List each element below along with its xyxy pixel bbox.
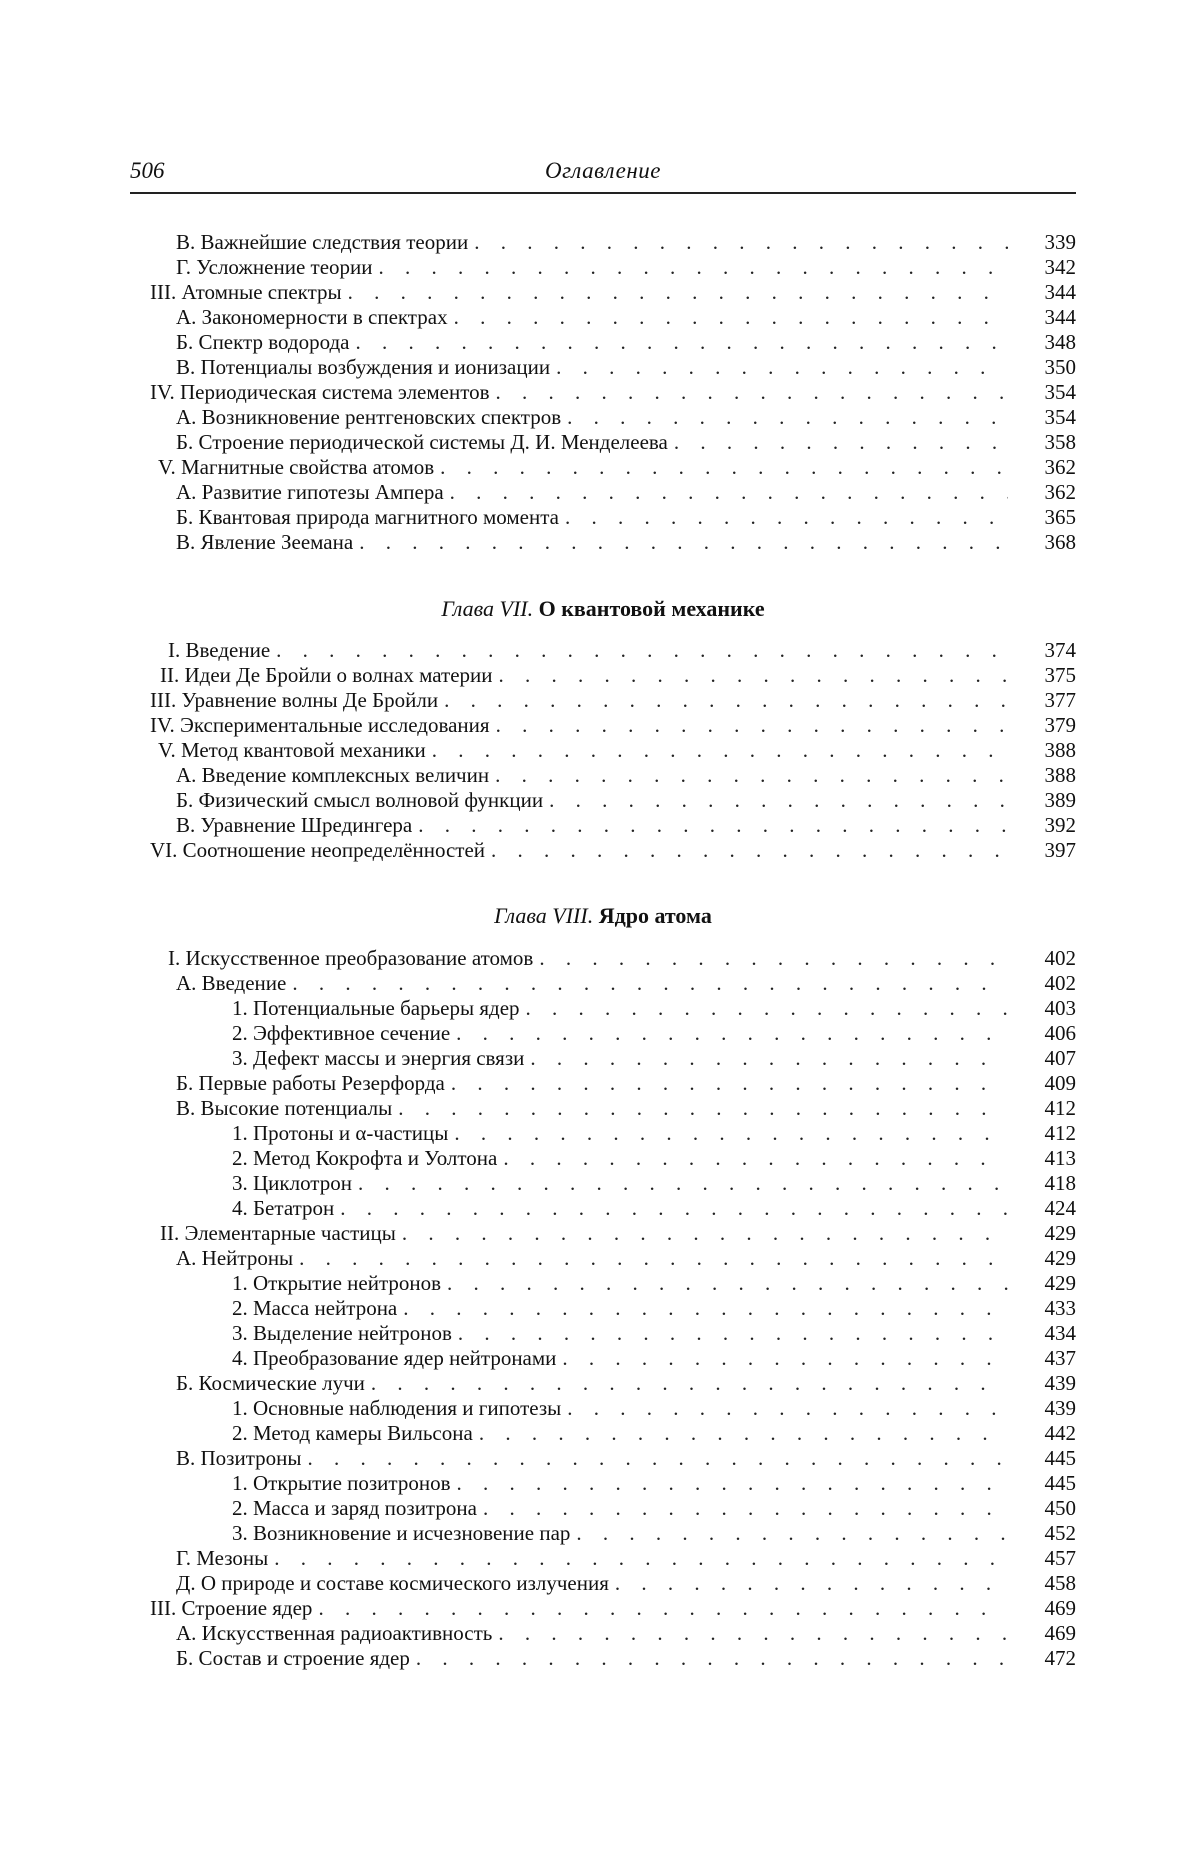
toc-entry-label: 4. Преобразование ядер нейтронами bbox=[232, 1346, 557, 1370]
toc-entry-label: 2. Эффективное сечение bbox=[232, 1021, 451, 1045]
toc-entry-page: 439 bbox=[1044, 1371, 1076, 1395]
toc-entry-label: Б. Состав и строение ядер bbox=[176, 1646, 410, 1670]
toc-entry-page: 365 bbox=[1044, 505, 1076, 529]
toc-entry-page: 342 bbox=[1044, 255, 1076, 279]
toc-entry bbox=[130, 305, 1076, 330]
toc-entry-page: 368 bbox=[1044, 530, 1076, 554]
toc-entry bbox=[130, 1096, 1076, 1121]
toc-entry-label: 3. Циклотрон bbox=[232, 1171, 352, 1195]
toc-entry bbox=[130, 280, 1076, 305]
toc-entry-label: 2. Масса нейтрона bbox=[232, 1296, 398, 1320]
toc-entry-label: II. Элементарные частицы bbox=[160, 1221, 396, 1245]
toc-entry-label: Б. Физический смысл волновой функции bbox=[176, 788, 544, 812]
toc-entry bbox=[130, 996, 1076, 1021]
toc-entry-page: 434 bbox=[1044, 1321, 1076, 1345]
toc-entry-page: 354 bbox=[1044, 380, 1076, 404]
chapter-prefix: Глава VII. bbox=[441, 596, 534, 621]
dot-leader bbox=[576, 1521, 1008, 1546]
toc-entry-label: В. Позитроны bbox=[176, 1446, 302, 1470]
toc-entry-label: VI. Соотношение неопределённостей bbox=[150, 838, 486, 862]
toc-entry bbox=[130, 1446, 1076, 1471]
toc-entry bbox=[130, 1396, 1076, 1421]
dot-leader bbox=[526, 996, 1008, 1021]
toc-entry bbox=[130, 763, 1076, 788]
dot-leader bbox=[556, 355, 1008, 380]
toc-entry-label: 2. Масса и заряд позитрона bbox=[232, 1496, 477, 1520]
toc-entry-page: 402 bbox=[1044, 946, 1076, 970]
toc-entry bbox=[130, 430, 1076, 455]
dot-leader bbox=[348, 280, 1008, 305]
dot-leader bbox=[359, 530, 1008, 555]
dot-leader bbox=[458, 1321, 1008, 1346]
toc-entry bbox=[130, 1371, 1076, 1396]
toc-entry bbox=[130, 1221, 1076, 1246]
toc-entry-page: 406 bbox=[1044, 1021, 1076, 1045]
toc-entry-label: II. Идеи Де Бройли о волнах материи bbox=[160, 663, 493, 687]
dot-leader bbox=[498, 1621, 1008, 1646]
toc-entry-page: 445 bbox=[1044, 1446, 1076, 1470]
toc-entry-label: В. Важнейшие следствия теории bbox=[176, 230, 469, 254]
toc-entry-label: Б. Спектр водорода bbox=[176, 330, 350, 354]
dot-leader bbox=[539, 946, 1008, 971]
toc-entry bbox=[130, 663, 1076, 688]
header-rule bbox=[130, 192, 1076, 194]
dot-leader bbox=[432, 738, 1008, 763]
toc-entry-page: 409 bbox=[1044, 1071, 1076, 1095]
toc-entry bbox=[130, 1546, 1076, 1571]
toc-entry-label: А. Развитие гипотезы Ампера bbox=[176, 480, 444, 504]
toc-entry-page: 407 bbox=[1044, 1046, 1076, 1070]
toc-entry-label: В. Явление Зеемана bbox=[176, 530, 354, 554]
toc-entry bbox=[130, 1421, 1076, 1446]
toc-entry bbox=[130, 1621, 1076, 1646]
dot-leader bbox=[615, 1571, 1008, 1596]
toc-entry-page: 362 bbox=[1044, 480, 1076, 504]
toc-entry bbox=[130, 1146, 1076, 1171]
chapter-heading-8 bbox=[130, 903, 1076, 929]
dot-leader bbox=[495, 763, 1008, 788]
toc-entry-label: I. Введение bbox=[168, 638, 271, 662]
toc-entry-page: 377 bbox=[1044, 688, 1076, 712]
dot-leader bbox=[340, 1196, 1008, 1221]
toc-entry bbox=[130, 1646, 1076, 1671]
toc-section-chapter6-continued bbox=[130, 230, 1076, 555]
toc-entry-label: А. Нейтроны bbox=[176, 1246, 294, 1270]
toc-entry bbox=[130, 1471, 1076, 1496]
chapter-prefix: Глава VIII. bbox=[494, 903, 594, 928]
chapter-heading-7 bbox=[130, 596, 1076, 622]
toc-entry-label: 3. Возникновение и исчезновение пар bbox=[232, 1521, 571, 1545]
toc-entry-page: 403 bbox=[1044, 996, 1076, 1020]
toc-entry bbox=[130, 688, 1076, 713]
dot-leader bbox=[292, 971, 1008, 996]
toc-entry-label: 3. Выделение нейтронов bbox=[232, 1321, 452, 1345]
toc-entry bbox=[130, 1171, 1076, 1196]
dot-leader bbox=[496, 380, 1008, 405]
toc-entry-page: 437 bbox=[1044, 1346, 1076, 1370]
toc-entry bbox=[130, 1346, 1076, 1371]
toc-entry-page: 469 bbox=[1044, 1596, 1076, 1620]
dot-leader bbox=[567, 405, 1008, 430]
dot-leader bbox=[491, 838, 1008, 863]
toc-entry-page: 445 bbox=[1044, 1471, 1076, 1495]
toc-entry bbox=[130, 480, 1076, 505]
toc-entry-page: 379 bbox=[1044, 713, 1076, 737]
dot-leader bbox=[416, 1646, 1008, 1671]
toc-entry bbox=[130, 838, 1076, 863]
toc-entry bbox=[130, 1121, 1076, 1146]
toc-entry bbox=[130, 946, 1076, 971]
toc-entry-page: 375 bbox=[1044, 663, 1076, 687]
toc-entry-label: 1. Протоны и α-частицы bbox=[232, 1121, 449, 1145]
toc-entry-page: 433 bbox=[1044, 1296, 1076, 1320]
toc-entry bbox=[130, 813, 1076, 838]
toc-entry-page: 450 bbox=[1044, 1496, 1076, 1520]
toc-entry bbox=[130, 638, 1076, 663]
toc-entry-label: III. Атомные спектры bbox=[150, 280, 342, 304]
toc-entry bbox=[130, 355, 1076, 380]
toc-entry-label: Б. Квантовая природа магнитного момента bbox=[176, 505, 559, 529]
toc-entry-page: 397 bbox=[1044, 838, 1076, 862]
toc-entry-page: 350 bbox=[1044, 355, 1076, 379]
toc-entry-label: III. Строение ядер bbox=[150, 1596, 313, 1620]
dot-leader bbox=[308, 1446, 1009, 1471]
toc-entry bbox=[130, 1496, 1076, 1521]
toc-entry-label: 1. Основные наблюдения и гипотезы bbox=[232, 1396, 562, 1420]
toc-entry bbox=[130, 230, 1076, 255]
dot-leader bbox=[567, 1396, 1008, 1421]
chapter-title: О квантовой механике bbox=[538, 596, 765, 621]
toc-entry bbox=[130, 1271, 1076, 1296]
running-title: Оглавление bbox=[544, 158, 661, 183]
dot-leader bbox=[402, 1221, 1008, 1246]
toc-entry-page: 457 bbox=[1044, 1546, 1076, 1570]
toc-entry-label: 1. Открытие нейтронов bbox=[232, 1271, 442, 1295]
toc-entry-page: 389 bbox=[1044, 788, 1076, 812]
dot-leader bbox=[454, 305, 1008, 330]
dot-leader bbox=[450, 480, 1008, 505]
toc-entry-label: Б. Первые работы Резерфорда bbox=[176, 1071, 445, 1095]
toc-entry bbox=[130, 330, 1076, 355]
toc-entry bbox=[130, 1021, 1076, 1046]
toc-entry-page: 429 bbox=[1044, 1221, 1076, 1245]
dot-leader bbox=[456, 1021, 1008, 1046]
toc-entry-label: Д. О природе и составе космического излучения bbox=[176, 1571, 609, 1595]
toc-entry bbox=[130, 380, 1076, 405]
toc-entry-label: 3. Дефект массы и энергия связи bbox=[232, 1046, 525, 1070]
toc-entry-label: Б. Строение периодической системы Д. И. Менделеева bbox=[176, 430, 668, 454]
dot-leader bbox=[276, 638, 1008, 663]
toc-entry-page: 388 bbox=[1044, 763, 1076, 787]
toc-entry-label: IV. Экспериментальные исследования bbox=[150, 713, 490, 737]
toc-entry-page: 354 bbox=[1044, 405, 1076, 429]
toc-entry-label: 2. Метод Кокрофта и Уолтона bbox=[232, 1146, 498, 1170]
toc-entry-page: 339 bbox=[1044, 230, 1076, 254]
dot-leader bbox=[440, 455, 1008, 480]
dot-leader bbox=[457, 1471, 1008, 1496]
toc-entry bbox=[130, 505, 1076, 530]
toc-entry-page: 413 bbox=[1044, 1146, 1076, 1170]
toc-entry bbox=[130, 255, 1076, 280]
dot-leader bbox=[451, 1071, 1008, 1096]
toc-entry-label: В. Потенциалы возбуждения и ионизации bbox=[176, 355, 551, 379]
toc-entry-page: 362 bbox=[1044, 455, 1076, 479]
toc-section-chapter7 bbox=[130, 638, 1076, 863]
toc-entry-label: 1. Открытие позитронов bbox=[232, 1471, 451, 1495]
toc-entry bbox=[130, 1321, 1076, 1346]
toc-entry-page: 344 bbox=[1044, 280, 1076, 304]
toc-entry-page: 452 bbox=[1044, 1521, 1076, 1545]
toc-entry bbox=[130, 1246, 1076, 1271]
toc-entry-label: Г. Мезоны bbox=[176, 1546, 269, 1570]
toc-entry-page: 374 bbox=[1044, 638, 1076, 662]
dot-leader bbox=[454, 1121, 1008, 1146]
toc-entry-page: 458 bbox=[1044, 1571, 1076, 1595]
toc-entry-label: Б. Космические лучи bbox=[176, 1371, 365, 1395]
toc-entry-label: V. Магнитные свойства атомов bbox=[158, 455, 435, 479]
dot-leader bbox=[499, 663, 1009, 688]
toc-entry-label: 4. Бетатрон bbox=[232, 1196, 335, 1220]
toc-entry bbox=[130, 1596, 1076, 1621]
toc-entry bbox=[130, 1521, 1076, 1546]
toc-entry bbox=[130, 1571, 1076, 1596]
toc-entry-page: 344 bbox=[1044, 305, 1076, 329]
dot-leader bbox=[503, 1146, 1008, 1171]
dot-leader bbox=[549, 788, 1008, 813]
toc-entry-label: I. Искусственное преобразование атомов bbox=[168, 946, 534, 970]
dot-leader bbox=[447, 1271, 1008, 1296]
toc-entry-page: 439 bbox=[1044, 1396, 1076, 1420]
toc-entry-page: 348 bbox=[1044, 330, 1076, 354]
toc-entry bbox=[130, 1071, 1076, 1096]
dot-leader bbox=[274, 1546, 1008, 1571]
dot-leader bbox=[674, 430, 1008, 455]
toc-entry-page: 472 bbox=[1044, 1646, 1076, 1670]
toc-entry-label: В. Уравнение Шредингера bbox=[176, 813, 413, 837]
toc-entry-label: IV. Периодическая система элементов bbox=[150, 380, 490, 404]
toc-entry bbox=[130, 788, 1076, 813]
dot-leader bbox=[299, 1246, 1008, 1271]
toc-entry-page: 412 bbox=[1044, 1121, 1076, 1145]
dot-leader bbox=[444, 688, 1008, 713]
toc-entry bbox=[130, 530, 1076, 555]
dot-leader bbox=[565, 505, 1008, 530]
toc-entry bbox=[130, 1046, 1076, 1071]
toc-entry-page: 388 bbox=[1044, 738, 1076, 762]
chapter-title: Ядро атома bbox=[598, 903, 712, 928]
toc-entry-page: 392 bbox=[1044, 813, 1076, 837]
dot-leader bbox=[379, 255, 1009, 280]
toc-entry-label: А. Введение комплексных величин bbox=[176, 763, 490, 787]
toc-entry-page: 424 bbox=[1044, 1196, 1076, 1220]
toc-entry-label: А. Возникновение рентгеновских спектров bbox=[176, 405, 562, 429]
toc-entry bbox=[130, 971, 1076, 996]
toc-entry-page: 402 bbox=[1044, 971, 1076, 995]
toc-entry bbox=[130, 713, 1076, 738]
toc-entry bbox=[130, 455, 1076, 480]
dot-leader bbox=[474, 230, 1008, 255]
page-number: 506 bbox=[130, 158, 165, 183]
toc-entry-page: 442 bbox=[1044, 1421, 1076, 1445]
page-header bbox=[130, 158, 1076, 196]
toc-entry-label: 2. Метод камеры Вильсона bbox=[232, 1421, 473, 1445]
dot-leader bbox=[483, 1496, 1008, 1521]
dot-leader bbox=[479, 1421, 1008, 1446]
toc-entry-page: 412 bbox=[1044, 1096, 1076, 1120]
toc-entry-page: 429 bbox=[1044, 1271, 1076, 1295]
toc-entry-label: А. Введение bbox=[176, 971, 287, 995]
toc-entry bbox=[130, 405, 1076, 430]
toc-entry-page: 429 bbox=[1044, 1246, 1076, 1270]
dot-leader bbox=[530, 1046, 1008, 1071]
dot-leader bbox=[358, 1171, 1008, 1196]
toc-entry-page: 469 bbox=[1044, 1621, 1076, 1645]
dot-leader bbox=[562, 1346, 1008, 1371]
toc-entry-page: 418 bbox=[1044, 1171, 1076, 1195]
dot-leader bbox=[318, 1596, 1008, 1621]
dot-leader bbox=[496, 713, 1008, 738]
toc-entry bbox=[130, 738, 1076, 763]
toc-entry-label: Г. Усложнение теории bbox=[176, 255, 373, 279]
dot-leader bbox=[403, 1296, 1008, 1321]
toc-section-chapter8 bbox=[130, 946, 1076, 1671]
toc-entry-label: 1. Потенциальные барьеры ядер bbox=[232, 996, 520, 1020]
toc-entry-label: V. Метод квантовой механики bbox=[158, 738, 426, 762]
dot-leader bbox=[371, 1371, 1008, 1396]
dot-leader bbox=[398, 1096, 1008, 1121]
toc-entry-label: А. Искусственная радиоактивность bbox=[176, 1621, 493, 1645]
toc-entry-label: В. Высокие потенциалы bbox=[176, 1096, 393, 1120]
dot-leader bbox=[356, 330, 1009, 355]
dot-leader bbox=[418, 813, 1008, 838]
toc-entry bbox=[130, 1296, 1076, 1321]
toc-entry-label: А. Закономерности в спектрах bbox=[176, 305, 448, 329]
toc-entry bbox=[130, 1196, 1076, 1221]
toc-entry-label: III. Уравнение волны Де Бройли bbox=[150, 688, 439, 712]
toc-entry-page: 358 bbox=[1044, 430, 1076, 454]
